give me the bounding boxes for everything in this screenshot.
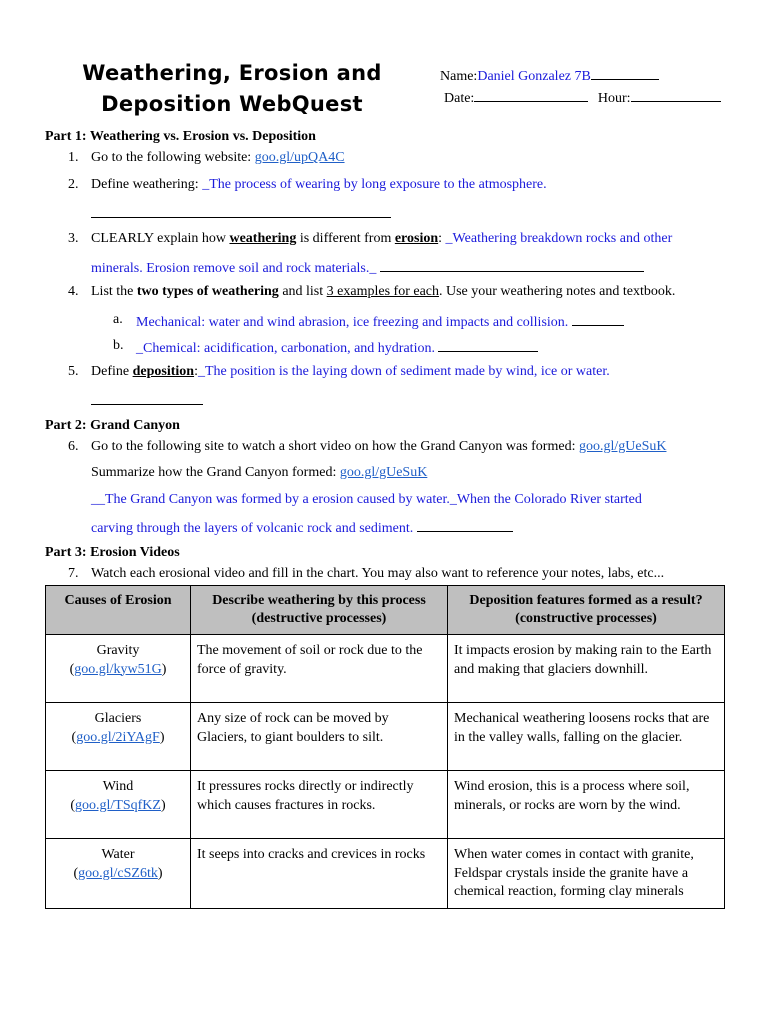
q4b-blank: [438, 338, 538, 352]
cause-link[interactable]: goo.gl/kyw51G: [74, 661, 162, 677]
q6-link[interactable]: goo.gl/gUeSuK: [578, 439, 667, 454]
q3-answer-line1[interactable]: _Weathering breakdown rocks and other: [445, 231, 673, 246]
q3-text-line2: [91, 258, 644, 278]
page-title-line-1: Weathering, Erosion and: [82, 61, 382, 85]
q6-answer-line2: [91, 518, 513, 538]
q4b-number: b.: [113, 338, 124, 353]
cause-name: Wind: [102, 779, 134, 795]
q5-prompt-pre: Define: [91, 364, 133, 379]
q2-prompt: Define weathering:: [91, 177, 203, 192]
weathering-cell[interactable]: It seeps into cracks and crevices in rocks: [191, 839, 448, 909]
erosion-chart: [45, 585, 725, 909]
q2-number: 2.: [68, 177, 79, 192]
q5-answer[interactable]: _The position is the laying down of sediment made by wind, ice or water.: [197, 364, 610, 379]
header-weathering: Describe weathering by this process (destructive processes): [191, 586, 448, 635]
q4a-number: a.: [113, 312, 123, 327]
q3-blank: [380, 258, 644, 272]
q5-text: [91, 364, 610, 381]
cause-cell: Wind (goo.gl/TSqfKZ): [46, 771, 191, 839]
q7-number: 7.: [68, 566, 79, 581]
q4-bold: two types of weathering: [136, 284, 279, 299]
cause-link[interactable]: goo.gl/cSZ6tk: [78, 865, 158, 881]
q2-answer[interactable]: _The process of wearing by long exposure to the atmosphere.: [202, 177, 547, 192]
q4-prompt-mid: and list: [278, 284, 327, 299]
q1-link[interactable]: goo.gl/upQA4C: [254, 150, 345, 165]
header-deposition: Deposition features formed as a result? (constructive processes): [448, 586, 725, 635]
q3-prompt-post: :: [438, 231, 446, 246]
cause-name: Glaciers: [94, 711, 142, 727]
q3-answer-line2[interactable]: minerals. Erosion remove soil and rock materials._: [91, 261, 380, 276]
q6-answer-line1: [91, 492, 642, 509]
name-label: Name:: [440, 69, 478, 84]
chart-header-row: [46, 586, 725, 635]
q2-answer-blank: [91, 204, 391, 224]
q6-number: 6.: [68, 439, 79, 454]
q5-prompt-post: :: [194, 364, 198, 379]
q6-prompt: Go to the following site to watch a short video on how the Grand Canyon was formed:: [91, 439, 579, 454]
q3-prompt-mid: is different from: [296, 231, 395, 246]
q4-text: [91, 284, 675, 301]
q5-number: 5.: [68, 364, 79, 379]
cause-cell: Gravity (goo.gl/kyw51G): [46, 635, 191, 703]
date-hour-row: [444, 88, 721, 108]
table-row: [46, 771, 725, 839]
q4b-answer-row: [136, 338, 538, 358]
cause-cell: Glaciers (goo.gl/2iYAgF): [46, 703, 191, 771]
q3-erosion: erosion: [394, 231, 439, 246]
q5-answer-blank: [91, 391, 203, 411]
cause-name: Water: [101, 847, 135, 863]
q6-text: [91, 439, 666, 456]
table-row: [46, 703, 725, 771]
q3-number: 3.: [68, 231, 79, 246]
q6-summary: [91, 465, 427, 482]
page-title-line-2: Deposition WebQuest: [101, 92, 363, 116]
q6-summary-prompt: Summarize how the Grand Canyon formed:: [91, 465, 340, 480]
date-blank[interactable]: [474, 88, 588, 102]
weathering-cell[interactable]: It pressures rocks directly or indirectly which causes fractures in rocks.: [191, 771, 448, 839]
q6-answer-text1[interactable]: __The Grand Canyon was formed by a erosion caused by water._When the Colorado River started: [91, 492, 642, 507]
q5-deposition: deposition: [132, 364, 195, 379]
q7-text: Watch each erosional video and fill in the chart. You may also want to reference your notes, labs, etc...: [91, 566, 665, 581]
cause-name: Gravity: [96, 643, 140, 659]
header-causes: Causes of Erosion: [46, 586, 191, 635]
table-row: [46, 635, 725, 703]
deposition-cell[interactable]: It impacts erosion by making rain to the Earth and making that glaciers downhill.: [448, 635, 725, 703]
q6-summary-link[interactable]: goo.gl/gUeSuK: [339, 465, 428, 480]
q6-blank: [417, 518, 513, 532]
q3-weathering: weathering: [229, 231, 297, 246]
q4b-answer[interactable]: _Chemical: acidification, carbonation, and hydration.: [136, 341, 439, 356]
table-row: [46, 839, 725, 909]
q6-answer-text2[interactable]: carving through the layers of volcanic rock and sediment.: [91, 521, 417, 536]
q1-prompt: Go to the following website:: [91, 150, 255, 165]
hour-label: Hour:: [597, 91, 631, 106]
weathering-cell[interactable]: The movement of soil or rock due to the force of gravity.: [191, 635, 448, 703]
q4-number: 4.: [68, 284, 79, 299]
q4a-answer-row: [136, 312, 624, 332]
q1-text: [91, 150, 345, 167]
q4-prompt-pre: List the: [91, 284, 137, 299]
q4a-answer[interactable]: Mechanical: water and wind abrasion, ice freezing and impacts and collision.: [136, 315, 572, 330]
name-blank: [591, 66, 659, 80]
deposition-cell[interactable]: Wind erosion, this is a process where soil, minerals, or rocks are worn by the wind.: [448, 771, 725, 839]
cause-cell: Water (goo.gl/cSZ6tk): [46, 839, 191, 909]
cause-link[interactable]: goo.gl/TSqfKZ: [75, 797, 161, 813]
hour-blank[interactable]: [631, 88, 721, 102]
q4-prompt-post: . Use your weathering notes and textbook.: [439, 284, 676, 299]
q3-prompt-pre: CLEARLY explain how: [91, 231, 230, 246]
deposition-cell[interactable]: When water comes in contact with granite, Feldspar crystals inside the granite have a chemical reaction, forming clay minerals: [448, 839, 725, 909]
q3-text: [91, 231, 672, 248]
q1-number: 1.: [68, 150, 79, 165]
name-value[interactable]: Daniel Gonzalez 7B: [477, 69, 591, 84]
weathering-cell[interactable]: Any size of rock can be moved by Glaciers, to giant boulders to silt.: [191, 703, 448, 771]
q4-underlined: 3 examples for each: [326, 284, 439, 299]
deposition-cell[interactable]: Mechanical weathering loosens rocks that are in the valley walls, falling on the glacier.: [448, 703, 725, 771]
date-label: Date:: [444, 91, 475, 106]
part2-heading: Part 2: Grand Canyon: [45, 418, 180, 433]
q4a-blank: [572, 312, 624, 326]
cause-link[interactable]: goo.gl/2iYAgF: [76, 729, 160, 745]
name-row: [440, 66, 659, 86]
q2-text: [91, 177, 547, 194]
part1-heading: Part 1: Weathering vs. Erosion vs. Deposition: [45, 129, 316, 144]
part3-heading: Part 3: Erosion Videos: [45, 545, 180, 560]
